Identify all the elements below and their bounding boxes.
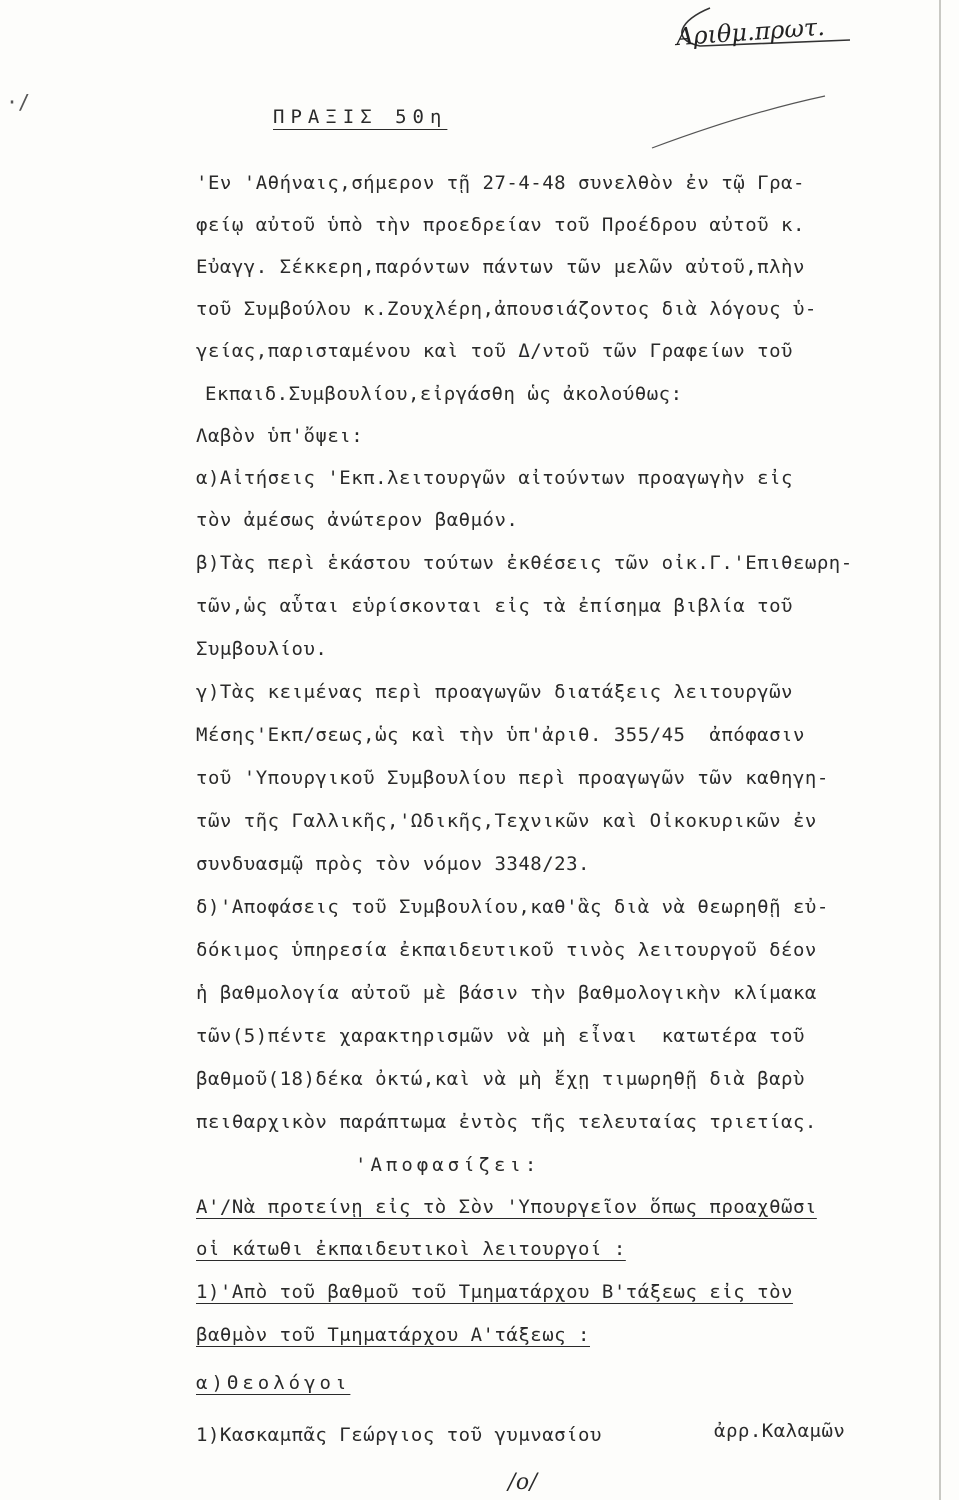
text-line: ἡ βαθμολογία αὐτοῦ μὲ βάσιν τὴν βαθμολογικὴν κλίμακα — [196, 982, 817, 1004]
page-edge — [939, 0, 941, 1500]
decision-heading: 'Αποφασίζει: — [355, 1154, 541, 1176]
page-mark: /ο/ — [508, 1470, 538, 1495]
subsection-heading: α)Θεολόγοι — [196, 1372, 351, 1394]
text-line: Εὐαγγ. Σέκκερη,παρόντων πάντων τῶν μελῶν αὐτοῦ,πλὴν — [196, 256, 805, 278]
text-line: δ)'Αποφάσεις τοῦ Συμβουλίου,καθ'ἃς διὰ νὰ θεωρηθῇ εὐ- — [196, 896, 829, 918]
text-line: α)Αἰτήσεις 'Εκπ.λειτουργῶν αἰτούντων προαγωγὴν εἰς — [196, 467, 793, 489]
text-line: Συμβουλίου. — [196, 638, 328, 660]
text-line: βαθμοῦ(18)δέκα ὀκτώ,καὶ νὰ μὴ ἔχῃ τιμωρηθῇ διὰ βαρὺ — [196, 1068, 805, 1090]
text-line: πειθαρχικὸν παράπτωμα ἐντὸς τῆς τελευταίας τριετίας. — [196, 1111, 817, 1133]
text-line: Μέσης'Εκπ/σεως,ὡς καὶ τὴν ὑπ'ἀριθ. 355/45 ἀπόφασιν — [196, 724, 805, 746]
text-line: φείῳ αὐτοῦ ὑπὸ τὴν προεδρείαν τοῦ Προέδρου αὐτοῦ κ. — [196, 214, 805, 236]
text-line: τοῦ Συμβούλου κ.Ζουχλέρη,ἀπουσιάζοντος διὰ λόγους ὑ- — [196, 298, 817, 320]
text-line: γ)Τὰς κειμένας περὶ προαγωγῶν διατάξεις λειτουργῶν — [196, 681, 793, 703]
text-line: γείας,παρισταμένου καὶ τοῦ Δ/ντοῦ τῶν Γραφείων τοῦ — [196, 340, 793, 362]
text-line: Εκπαιδ.Συμβουλίου,εἰργάσθη ὡς ἀκολούθως: — [205, 383, 683, 405]
text-line: τῶν τῆς Γαλλικῆς,'Ωδικῆς,Τεχνικῶν καὶ Οἰκοκυρικῶν ἐν — [196, 810, 817, 832]
text-line: τῶν(5)πέντε χαρακτηρισμῶν νὰ μὴ εἶναι κατωτέρα τοῦ — [196, 1025, 805, 1047]
text-line: τῶν,ὡς αὗται εὑρίσκονται εἰς τὰ ἐπίσημα βιβλία τοῦ — [196, 595, 793, 617]
text-line: Λαβὸν ὑπ'ὄψει: — [196, 425, 364, 447]
decision-line: οἱ κάτωθι ἐκπαιδευτικοὶ λειτουργοί : — [196, 1238, 626, 1260]
decision-line: βαθμὸν τοῦ Τμηματάρχου Α'τάξεως : — [196, 1324, 590, 1346]
handwritten-protocol-note: Αριθμ.πρωτ. — [675, 12, 826, 52]
margin-mark: ·/ — [6, 90, 31, 114]
entry-name: 1)Κασκαμπᾶς Γεώργιος τοῦ γυμνασίου — [196, 1424, 602, 1446]
text-line: 'Εν 'Αθήναις,σήμερον τῇ 27-4-48 συνελθὸν ἐν τῷ Γρα- — [196, 172, 805, 194]
decision-line: 1)'Απὸ τοῦ βαθμοῦ τοῦ Τμηματάρχου Β'τάξεως εἰς τὸν — [196, 1281, 793, 1303]
page-title: ΠΡΑΞΙΣ 50η — [273, 106, 448, 128]
text-line: δόκιμος ὑπηρεσία ἐκπαιδευτικοῦ τινὸς λειτουργοῦ δέον — [196, 939, 817, 961]
text-line: τοῦ 'Υπουργικοῦ Συμβουλίου περὶ προαγωγῶν τῶν καθηγη- — [196, 767, 829, 789]
text-line: συνδυασμῷ πρὸς τὸν νόμον 3348/23. — [196, 853, 590, 875]
entry-place: ἀρρ.Καλαμῶν — [714, 1420, 846, 1442]
text-line: τὸν ἀμέσως ἀνώτερον βαθμόν. — [196, 509, 519, 531]
text-line: β)Τὰς περὶ ἑκάστου τούτων ἐκθέσεις τῶν οἰκ.Γ.'Επιθεωρη- — [196, 552, 853, 574]
decision-line: Α'/Νὰ προτείνῃ εἰς τὸ Σὸν 'Υπουργεῖον ὅπως προαχθῶσι — [196, 1196, 817, 1218]
